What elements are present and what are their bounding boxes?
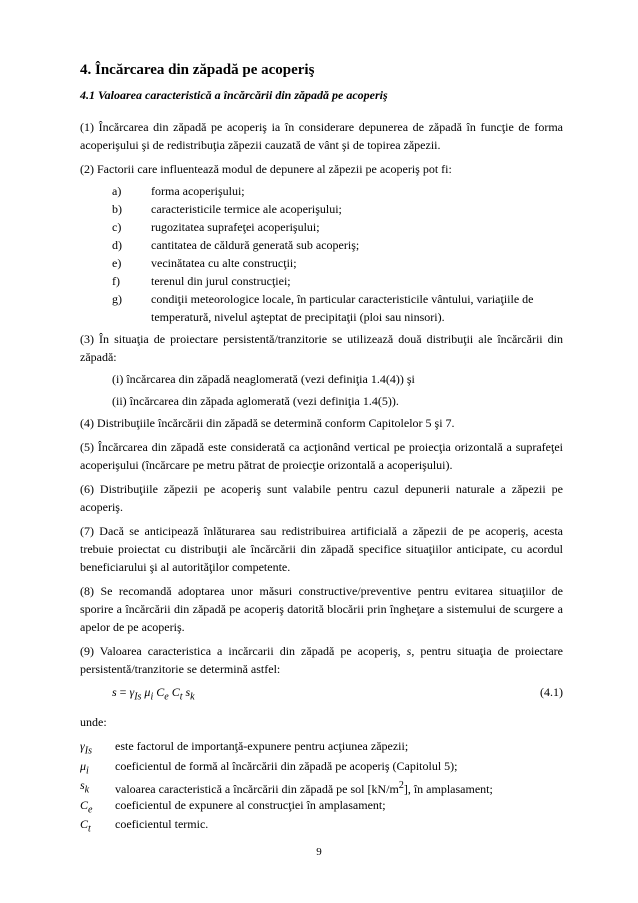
list-marker: b) xyxy=(112,202,122,216)
list-text: condiţii meteorologice locale, în particular caracteristicile vântului, variaţiile de temperatură, nivelul aşteptat de precipitaţii (ploi sau ninsori). xyxy=(151,292,534,324)
distribution-item: (ii) încărcarea din zăpada aglomerată (vezi definiţia 1.4(5)). xyxy=(112,394,399,408)
list-item xyxy=(112,254,563,272)
list-text: cantitatea de căldură generată sub acoperiş; xyxy=(151,238,360,252)
definition-symbol: $s_k$ xyxy=(80,778,90,796)
definition-item xyxy=(80,798,563,817)
definition-symbol: $C_e$ xyxy=(80,797,93,815)
list-item xyxy=(112,272,563,290)
list-item xyxy=(112,218,563,236)
paragraph-6: (6) Distribuţiile zăpezii pe acoperiş sunt valabile pentru cazul depunerii naturale a zăpezii pe acoperiş. xyxy=(80,482,563,514)
equation-number: (4.1) xyxy=(540,685,563,699)
paragraph-9: (9) Valoarea caracteristica a incărcarii din zăpadă pe acoperiş, s, pentru situaţia de proiectare persistentă/tranzitorie se determină astfel: xyxy=(80,644,563,676)
definition-symbol: $\mu_i$ xyxy=(80,758,89,777)
definition-text: valoarea caracteristică a încărcării din zăpadă pe sol $[kN/m^2]$, în amplasament; xyxy=(115,780,493,797)
definition-item xyxy=(80,778,563,797)
where-label: unde: xyxy=(80,715,107,730)
definition-item xyxy=(80,759,563,778)
formula-expression: $s = \gamma_{Is}$ $\mu_i$ $C_e$ $C_t$ $s_k$ xyxy=(112,685,195,703)
paragraph-8: (8) Se recomandă adoptarea unor măsuri constructive/preventive pentru evitarea situaţiilor de sporire a încărcării din zăpadă pe acoperiş datorită blocării prin îngheţare a sistemului de scurgere a apelor de pe acoperiş. xyxy=(80,584,563,634)
subsection-heading: 4.1 Valoarea caracteristică a încărcării din zăpadă pe acoperiş xyxy=(80,88,388,102)
list-text: terenul din jurul construcţiei; xyxy=(151,274,291,288)
factors-list xyxy=(80,182,563,326)
paragraph-1: (1) Încărcarea din zăpadă pe acoperiş ia în considerare depunerea de zăpadă în funcţie de forma acoperişului şi de redistribuţia zăpezii cauzată de vânt şi de topirea zăpezii. xyxy=(80,120,563,152)
paragraph-7: (7) Dacă se anticipează înlăturarea sau redistribuirea artificială a zăpezii de pe acoperiş, acesta trebuie proiectat cu distribuţii ale încărcării din zăpadă specifice situaţiilor anticipate, cu acordul beneficiarului şi al autorităţilor competente. xyxy=(80,524,563,574)
definition-symbol: $C_t$ xyxy=(80,816,91,835)
list-marker: g) xyxy=(112,292,122,306)
list-item xyxy=(112,200,563,218)
paragraph-5: (5) Încărcarea din zăpadă este considerată ca acţionând vertical pe proiecţia orizontală a suprafeţei acoperişului (încărcare pe metru pătrat de proiecţie orizontală a acoperişului). xyxy=(80,440,563,472)
list-text: forma acoperişului; xyxy=(151,184,245,198)
section-heading: 4. Încărcarea din zăpadă pe acoperiş xyxy=(80,62,315,78)
list-marker: c) xyxy=(112,220,122,234)
paragraph-2: (2) Factorii care influentează modul de depunere al zăpezii pe acoperiş pot fi: xyxy=(80,162,452,176)
list-text: caracteristicile termice ale acoperişului; xyxy=(151,202,342,216)
list-marker: f) xyxy=(112,274,120,288)
list-marker: a) xyxy=(112,184,122,198)
list-text: vecinătatea cu alte construcţii; xyxy=(151,256,297,270)
symbol-s: s xyxy=(406,644,412,658)
definition-item xyxy=(80,739,563,758)
page-number: 9 xyxy=(316,846,322,858)
definition-text: coeficientul de formă al încărcării din zăpadă pe acoperiş (Capitolul 5); xyxy=(115,758,458,773)
list-item xyxy=(112,182,563,200)
list-marker: e) xyxy=(112,256,122,270)
list-item xyxy=(112,290,563,326)
paragraph-4: (4) Distribuţiile încărcării din zăpadă se determină conform Capitolelor 5 şi 7. xyxy=(80,416,455,430)
document-page xyxy=(80,62,563,836)
list-marker: d) xyxy=(112,238,122,252)
definition-text: coeficientul termic. xyxy=(115,816,209,831)
distribution-item: (i) încărcarea din zăpadă neaglomerată (vezi definiţia 1.4(4)) şi xyxy=(112,372,415,386)
definitions-list xyxy=(80,739,563,836)
definition-text: coeficientul de expunere al construcţiei în amplasament; xyxy=(115,797,386,812)
definition-symbol: $\gamma_{Is}$ xyxy=(80,739,92,757)
list-item xyxy=(112,236,563,254)
formula-4-1 xyxy=(80,683,563,706)
paragraph-3: (3) În situaţia de proiectare persistentă/tranzitorie se utilizează două distribuţii ale încărcării din zăpadă: xyxy=(80,332,563,364)
definition-item xyxy=(80,817,563,836)
list-text: rugozitatea suprafeţei acoperişului; xyxy=(151,220,320,234)
definition-text: este factorul de importanţă-expunere pentru acţiunea zăpezii; xyxy=(115,739,409,754)
